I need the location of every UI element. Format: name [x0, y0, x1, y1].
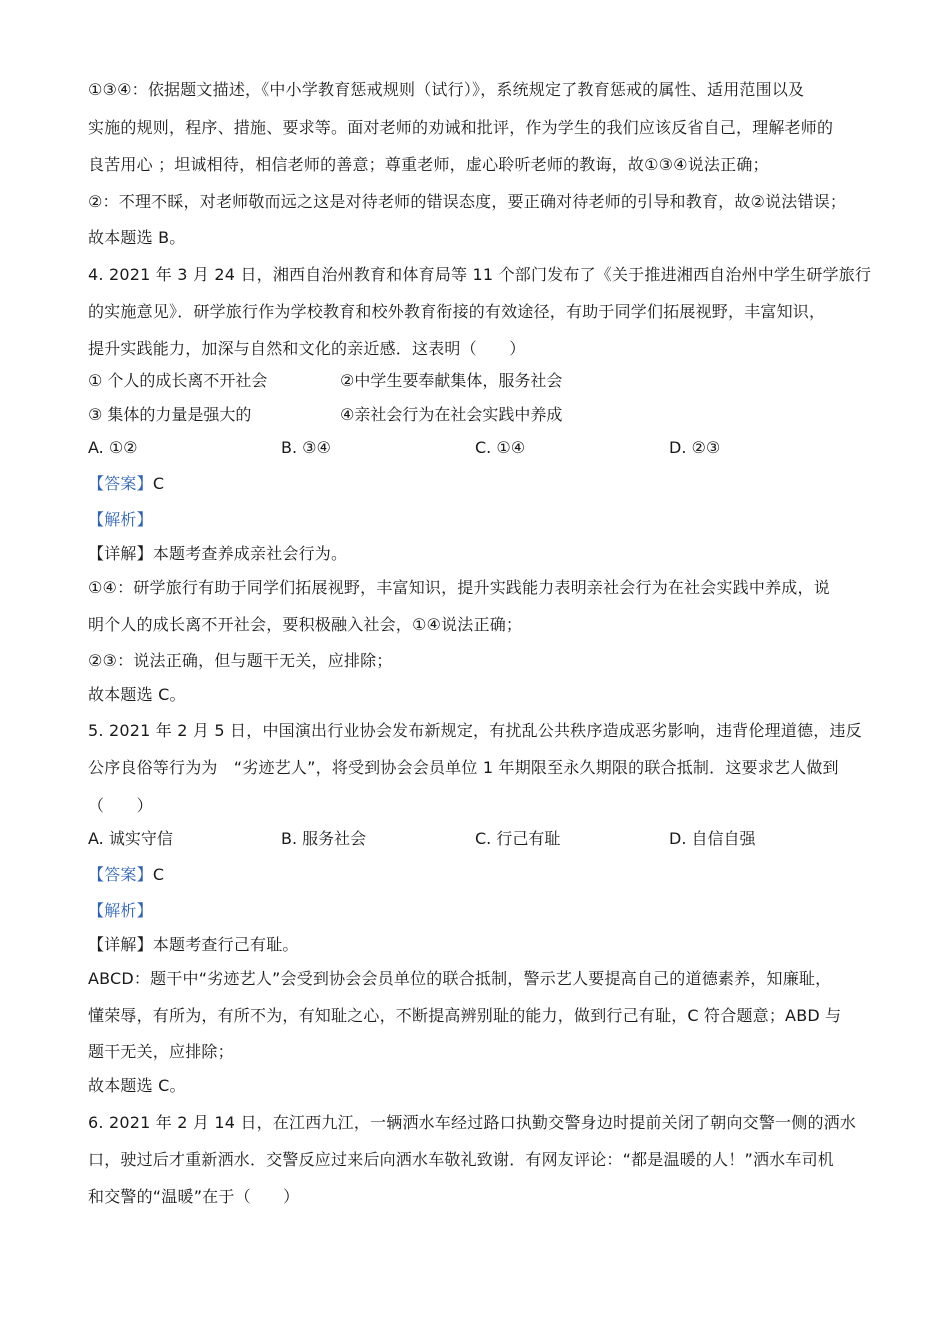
- answer-value: C: [152, 865, 165, 884]
- answer-value: C: [152, 474, 165, 493]
- q4-option-a: A. ①②: [88, 438, 138, 457]
- answer-tag: 【答案】: [88, 865, 153, 884]
- q4-option-d: D. ②③: [669, 438, 721, 457]
- q6-stem-line: 和交警的“温暖”在于（ ）: [88, 1187, 300, 1206]
- q4-stem-line: 提升实践能力，加深与自然和文化的亲近感．这表明（ ）: [88, 339, 526, 358]
- q5-option-a: A. 诚实守信: [88, 829, 173, 848]
- q6-stem-line: 6. 2021 年 2 月 14 日，在江西九江，一辆洒水车经过路口执勤交警身边时提前关闭了朝向交警一侧的洒水: [88, 1113, 857, 1132]
- q4-detail-line: ①④：研学旅行有助于同学们拓展视野，丰富知识，提升实践能力表明亲社会行为在社会实践中养成，说: [88, 578, 830, 597]
- q5-option-b: B. 服务社会: [281, 829, 367, 848]
- q5-stem-line: 公序良俗等行为为 “劣迹艺人”，将受到协会会员单位 1 年期限至永久期限的联合抵制．这要求艺人做到: [88, 758, 839, 777]
- q5-stem-line: （ ）: [88, 796, 153, 815]
- q5-detail-line: 【详解】本题考查行己有耻。: [88, 935, 299, 954]
- q3-analysis-line: ②：不理不睬，对老师敬而远之这是对待老师的错误态度，要正确对待老师的引导和教育，故②说法错误；: [88, 192, 847, 211]
- q5-detail-line: 题干无关，应排除；: [88, 1042, 234, 1061]
- q5-stem-line: 5. 2021 年 2 月 5 日，中国演出行业协会发布新规定，有扰乱公共秩序造成恶劣影响，违背伦理道德，违反: [88, 721, 862, 740]
- q4-statement-1: ① 个人的成长离不开社会: [88, 371, 268, 390]
- q3-analysis-line: 实施的规则，程序、措施、要求等。面对老师的劝诫和批评，作为学生的我们应该反省自己，理解老师的: [88, 118, 834, 137]
- q5-detail-line: ABCD：题干中“劣迹艺人”会受到协会会员单位的联合抵制，警示艺人要提高自己的道德素养，知廉耻，: [88, 969, 832, 988]
- q4-detail-line: ②③：说法正确，但与题干无关，应排除；: [88, 651, 393, 670]
- q5-option-d: D. 自信自强: [669, 829, 756, 848]
- q4-statement-4: ④亲社会行为在社会实践中养成: [340, 405, 563, 424]
- q5-answer: [88, 865, 164, 885]
- q6-stem-line: 口，驶过后才重新洒水．交警反应过来后向洒水车敬礼致谢．有网友评论：“都是温暖的人！”洒水车司机: [88, 1150, 834, 1169]
- q4-statement-3: ③ 集体的力量是强大的: [88, 405, 252, 424]
- q3-conclusion: 故本题选 B。: [88, 228, 186, 247]
- q4-option-b: B. ③④: [281, 438, 331, 457]
- q4-detail-line: 【详解】本题考查养成亲社会行为。: [88, 544, 348, 563]
- q5-conclusion: 故本题选 C。: [88, 1076, 186, 1095]
- answer-tag: 【答案】: [88, 474, 153, 493]
- q5-analysis-tag: 【解析】: [88, 901, 153, 920]
- q4-stem-line: 的实施意见》．研学旅行作为学校教育和校外教育衔接的有效途径，有助于同学们拓展视野，丰富知识，: [88, 302, 826, 321]
- q4-answer: [88, 474, 164, 494]
- q5-detail-line: 懂荣辱，有所为，有所不为，有知耻之心，不断提高辨别耻的能力，做到行己有耻，C 符合题意；ABD 与: [88, 1006, 842, 1025]
- q4-detail-line: 明个人的成长离不开社会，要积极融入社会，①④说法正确；: [88, 615, 523, 634]
- q3-analysis-line: 良苦用心 ；坦诚相待，相信老师的善意；尊重老师，虚心聆听老师的教诲，故①③④说法正确；: [88, 155, 769, 174]
- q5-option-c: C. 行己有耻: [475, 829, 561, 848]
- q4-analysis-tag: 【解析】: [88, 510, 153, 529]
- q3-analysis-line: ①③④：依据题文描述，《中小学教育惩戒规则（试行）》，系统规定了教育惩戒的属性、适用范围以及: [88, 80, 805, 99]
- q4-option-c: C. ①④: [475, 438, 526, 457]
- q4-stem-line: 4. 2021 年 3 月 24 日，湘西自治州教育和体育局等 11 个部门发布了《关于推进湘西自治州中学生研学旅行: [88, 265, 872, 284]
- q4-conclusion: 故本题选 C。: [88, 685, 186, 704]
- q4-statement-2: ②中学生要奉献集体，服务社会: [340, 371, 563, 390]
